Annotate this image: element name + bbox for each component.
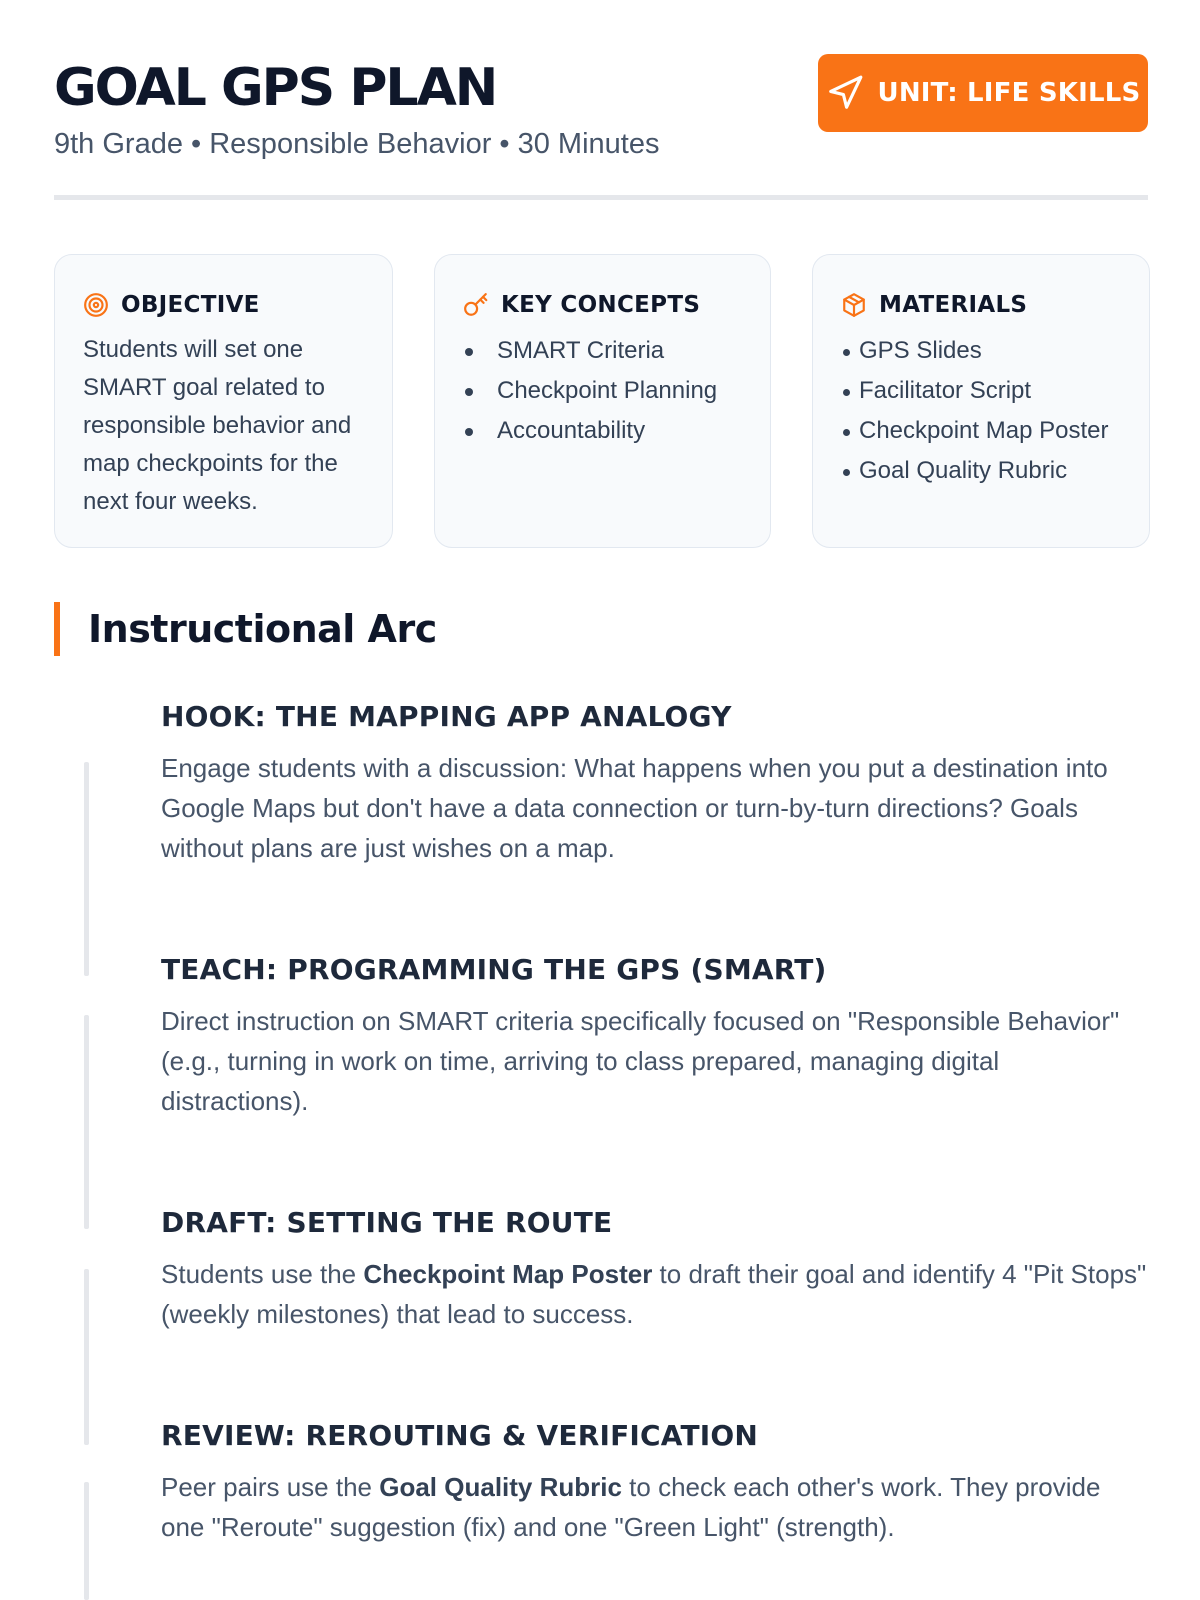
timeline-line	[84, 1269, 89, 1445]
unit-badge-label: UNIT: LIFE SKILLS	[877, 78, 1141, 108]
material-name-bold: Goal Quality Rubric	[379, 1472, 622, 1502]
objective-title: OBJECTIVE	[121, 292, 260, 318]
instructional-arc-heading	[54, 602, 437, 656]
unit-badge	[818, 54, 1148, 132]
step-body-hook: Engage students with a discussion: What happens when you put a destination into Google Maps but don't have a data connection or turn-by-turn directions? Goals without plans are just wishes on a map.	[161, 753, 1108, 863]
key-concepts-card-header	[463, 285, 746, 325]
objective-text: Students will set one SMART goal related to responsible behavior and map checkpoints for the next four weeks.	[83, 336, 352, 515]
step-title-review: REVIEW: REROUTING & VERIFICATION	[161, 1419, 759, 1452]
materials-card-header	[841, 285, 1125, 325]
section-title: Instructional Arc	[88, 607, 437, 651]
objective-card	[54, 254, 393, 548]
step-title-draft: DRAFT: SETTING THE ROUTE	[161, 1206, 613, 1239]
timeline-line	[84, 1482, 89, 1600]
key-concepts-card	[434, 254, 771, 548]
timeline-line	[84, 762, 89, 976]
materials-title: MATERIALS	[879, 292, 1028, 318]
list-item: Accountability	[463, 411, 746, 451]
page-subtitle: 9th Grade • Responsible Behavior • 30 Minutes	[54, 128, 660, 160]
list-item: Checkpoint Planning	[463, 371, 746, 411]
step-body-text: Peer pairs use the	[161, 1472, 380, 1502]
material-name-bold: Checkpoint Map Poster	[363, 1259, 653, 1289]
key-concepts-title: KEY CONCEPTS	[501, 292, 701, 318]
navigation-arrow-icon	[826, 74, 864, 112]
list-item: Facilitator Script	[841, 371, 1125, 411]
key-concepts-list	[463, 331, 746, 451]
page-header	[54, 52, 1148, 200]
page-title: GOAL GPS PLAN	[54, 58, 497, 118]
materials-list	[841, 331, 1125, 491]
step-body-text: to draft their goal and identify 4 "Pit Stops" (weekly milestones) that lead to success.	[161, 1259, 1147, 1329]
step-body-draft	[161, 1254, 1151, 1334]
target-icon	[83, 292, 109, 318]
step-title-teach: TEACH: PROGRAMMING THE GPS (SMART)	[161, 953, 827, 986]
materials-card	[812, 254, 1150, 548]
list-item: Checkpoint Map Poster	[841, 411, 1125, 451]
objective-card-header	[83, 285, 368, 325]
list-item: Goal Quality Rubric	[841, 451, 1125, 491]
package-icon	[841, 292, 867, 318]
list-item: GPS Slides	[841, 331, 1125, 371]
step-body-teach: Direct instruction on SMART criteria specifically focused on "Responsible Behavior" (e.g., turning in work on time, arriving to class prepared, managing digital distractions).	[161, 1006, 1120, 1116]
list-item: SMART Criteria	[463, 331, 746, 371]
step-body-review	[161, 1467, 1151, 1547]
timeline-line	[84, 1015, 89, 1229]
step-body-text: to check each other's work. They provide one "Reroute" suggestion (fix) and one "Green Light" (strength).	[161, 1472, 1101, 1542]
step-body-text: Students use the	[161, 1259, 364, 1289]
key-icon	[463, 292, 489, 318]
step-title-hook: HOOK: THE MAPPING APP ANALOGY	[161, 700, 732, 733]
